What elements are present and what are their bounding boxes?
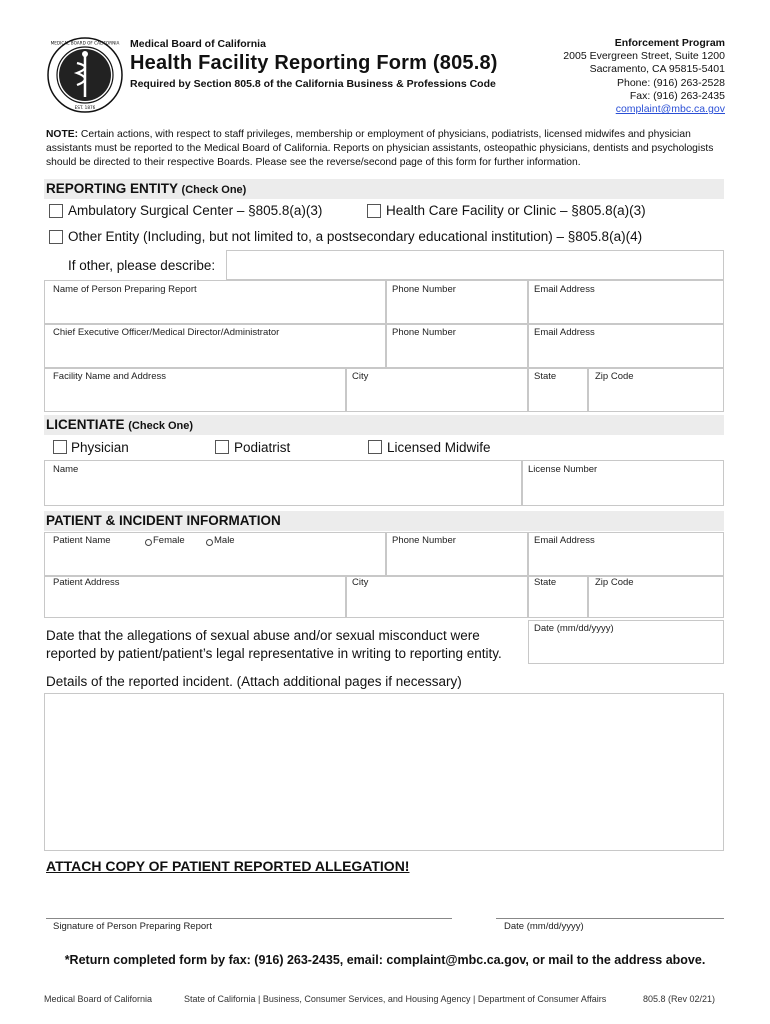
city-address: Sacramento, CA 95815-5401 [589, 63, 725, 76]
patient-phone-label: Phone Number [392, 535, 456, 546]
allegation-date-label: Date (mm/dd/yyyy) [534, 623, 614, 634]
preparer-name-label: Name of Person Preparing Report [53, 284, 197, 295]
ceo-email-field[interactable] [528, 324, 724, 368]
phone-number: Phone: (916) 263-2528 [617, 76, 725, 89]
note-label: NOTE: [46, 129, 79, 140]
allegation-date-question: Date that the allegations of sexual abuse and/or sexual misconduct were reported by patient/patient’s legal representative in writing to reporting entity. [46, 628, 502, 661]
ceo-phone-field[interactable] [386, 324, 528, 368]
patient-state-field[interactable] [528, 576, 588, 618]
fax-number: Fax: (916) 263-2435 [629, 89, 725, 102]
patient-zip-label: Zip Code [595, 577, 634, 588]
return-instructions: *Return completed form by fax: (916) 263-2435, email: complaint@mbc.ca.gov, or mail to the address above. [64, 953, 706, 967]
ceo-name-label: Chief Executive Officer/Medical Director/Administrator [53, 327, 280, 338]
patient-address-field[interactable] [44, 576, 346, 618]
preparer-email-label: Email Address [534, 284, 595, 295]
option-health-care-facility: Health Care Facility or Clinic – §805.8(a)(3) [386, 203, 646, 218]
signature-date-line[interactable] [496, 918, 724, 919]
ceo-name-field[interactable] [44, 324, 386, 368]
checkbox-health-care-facility[interactable] [367, 204, 381, 218]
option-podiatrist: Podiatrist [234, 440, 291, 455]
facility-zip-label: Zip Code [595, 371, 634, 382]
licentiate-name-label: Name [53, 464, 79, 475]
option-licensed-midwife: Licensed Midwife [387, 440, 491, 455]
facility-city-label: City [352, 371, 369, 382]
patient-incident-header [44, 511, 724, 531]
checkbox-podiatrist[interactable] [215, 440, 229, 454]
preparer-email-field[interactable] [528, 280, 724, 324]
facility-zip-field[interactable] [588, 368, 724, 412]
patient-phone-field[interactable] [386, 532, 528, 576]
seal-text-bottom: EST. 1876 [74, 105, 96, 110]
patient-name-field[interactable] [44, 532, 386, 576]
street-address: 2005 Evergreen Street, Suite 1200 [563, 50, 725, 63]
licentiate-title: LICENTIATE [46, 417, 125, 432]
preparer-name-field[interactable] [44, 280, 386, 324]
ceo-phone-label: Phone Number [392, 327, 456, 338]
patient-name-label: Patient Name [53, 535, 111, 546]
licentiate-check-one: (Check One) [128, 420, 194, 432]
patient-state-label: State [534, 577, 557, 588]
seal-text-top: MEDICAL BOARD OF CALIFORNIA [50, 40, 120, 46]
board-name-small: Medical Board of California [130, 38, 266, 50]
incident-details-textarea[interactable] [44, 693, 724, 851]
incident-details-label: Details of the reported incident. (Attach additional pages if necessary) [46, 674, 462, 689]
facility-state-label: State [534, 371, 557, 382]
license-number-field[interactable] [522, 460, 724, 506]
licentiate-name-field[interactable] [44, 460, 522, 506]
signature-line[interactable] [46, 918, 452, 919]
program-name: Enforcement Program [614, 37, 725, 49]
checkbox-ambulatory-surgical-center[interactable] [49, 204, 63, 218]
facility-city-field[interactable] [346, 368, 528, 412]
license-number-label: License Number [528, 464, 598, 475]
radio-male[interactable] [206, 539, 213, 546]
medical-board-seal [47, 37, 123, 113]
preparer-phone-label: Phone Number [392, 284, 456, 295]
note-text: Certain actions, with respect to staff privileges, membership or employment of physicians, podiatrists, licensed midwifes and physician assistants must be reported to the Medical Board of California. Reports on physician assistants, osteopathic physicians, dentists and psychologists should be directed to their respective Boards. Please see the reverse/second page of this form for further information. [46, 129, 714, 168]
enforcement-address-block [563, 37, 725, 116]
other-description-input[interactable] [226, 250, 724, 280]
preparer-phone-field[interactable] [386, 280, 528, 324]
patient-city-field[interactable] [346, 576, 528, 618]
note-paragraph [46, 128, 726, 170]
signature-date-label: Date (mm/dd/yyyy) [504, 921, 584, 932]
patient-zip-field[interactable] [588, 576, 724, 618]
patient-email-label: Email Address [534, 535, 595, 546]
allegation-date-field[interactable] [528, 620, 724, 664]
licentiate-header [44, 415, 724, 435]
facility-name-label: Facility Name and Address [53, 371, 166, 382]
form-subtitle: Required by Section 805.8 of the California Business & Professions Code [130, 78, 496, 90]
patient-email-field[interactable] [528, 532, 724, 576]
radio-female[interactable] [145, 539, 152, 546]
ceo-email-label: Email Address [534, 327, 595, 338]
form-title: Health Facility Reporting Form (805.8) [130, 52, 498, 74]
option-other-entity: Other Entity (Including, but not limited to, a postsecondary educational institution) – §805.8(a)(4) [68, 229, 643, 244]
facility-name-address-field[interactable] [44, 368, 346, 412]
attach-allegation-notice: ATTACH COPY OF PATIENT REPORTED ALLEGATION! [46, 858, 410, 874]
contact-email-link[interactable]: complaint@mbc.ca.gov [615, 103, 725, 116]
reporting-entity-header [44, 179, 724, 199]
checkbox-licensed-midwife[interactable] [368, 440, 382, 454]
reporting-entity-title: REPORTING ENTITY [46, 181, 178, 196]
footer-form-revision: 805.8 (Rev 02/21) [643, 994, 716, 1004]
checkbox-physician[interactable] [53, 440, 67, 454]
reporting-entity-check-one: (Check One) [181, 184, 247, 196]
facility-state-field[interactable] [528, 368, 588, 412]
checkbox-other-entity[interactable] [49, 230, 63, 244]
option-physician: Physician [71, 440, 129, 455]
female-label: Female [153, 535, 185, 546]
signature-label: Signature of Person Preparing Report [53, 921, 212, 932]
patient-incident-title: PATIENT & INCIDENT INFORMATION [46, 513, 281, 528]
footer-agency: State of California | Business, Consumer Services, and Housing Agency | Department of Consumer Affairs [184, 994, 607, 1004]
patient-city-label: City [352, 577, 369, 588]
patient-address-label: Patient Address [53, 577, 120, 588]
option-ambulatory-surgical-center: Ambulatory Surgical Center – §805.8(a)(3) [68, 203, 323, 218]
if-other-label: If other, please describe: [68, 258, 216, 273]
footer-board-name: Medical Board of California [44, 994, 153, 1004]
male-label: Male [214, 535, 235, 546]
